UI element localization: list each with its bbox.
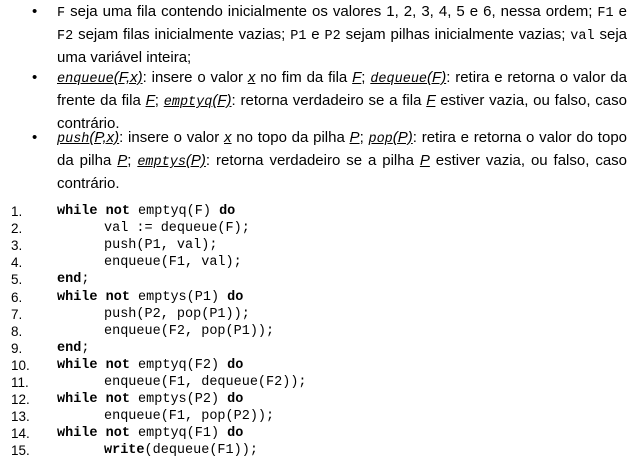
line-number: 3. <box>11 238 23 254</box>
bullet-initial-state <box>32 1 627 68</box>
bullet-text-run: emptys <box>137 155 186 170</box>
bullet-text-run: dequeue <box>370 72 428 87</box>
code-text <box>57 425 243 442</box>
bullet-text-run: (P) <box>185 152 206 169</box>
bullet-text-run: (F,x) <box>113 69 143 86</box>
code-keyword: end <box>57 340 82 356</box>
bullet-text-run: F1 <box>597 6 614 21</box>
code-keyword: not <box>105 392 130 408</box>
bullet-dot: • <box>32 69 38 86</box>
code-text <box>104 306 250 323</box>
code-keyword: not <box>105 426 130 442</box>
bullet-text-run: P2 <box>324 29 341 44</box>
bullet-text-run: F <box>426 92 436 109</box>
line-number: 9. <box>11 340 23 356</box>
code-keyword: not <box>105 289 130 305</box>
line-number: 10. <box>11 357 30 373</box>
code-keyword: while <box>57 392 98 408</box>
bullet-text-run: F2 <box>57 29 74 44</box>
bullet-text-run: sejam pilhas inicialmente vazias; <box>340 26 571 43</box>
bullet-text-run: no topo da pilha <box>231 129 350 146</box>
line-number: 5. <box>11 272 23 288</box>
code-keyword: do <box>219 204 236 219</box>
bullet-text-run: x <box>224 129 232 146</box>
code-text <box>104 237 217 254</box>
bullet-text <box>57 69 627 132</box>
bullet-stack-ops <box>32 127 627 194</box>
code-keyword: not <box>105 204 130 219</box>
code-token: enqueue(F1, dequeue(F2)); <box>104 375 307 390</box>
code-token: val := dequeue(F); <box>104 221 250 237</box>
code-keyword: do <box>227 426 244 442</box>
code-keyword: while <box>57 289 98 305</box>
code-token <box>98 392 106 407</box>
code-keyword: while <box>57 357 98 373</box>
bullet-text-run: F <box>352 69 362 86</box>
code-token: emptys(P2) <box>129 392 228 408</box>
code-text <box>104 374 307 391</box>
code-token: (dequeue(F1)); <box>144 443 258 459</box>
bullet-text-run: seja uma variável inteira; <box>57 26 627 66</box>
line-number: 13. <box>11 409 30 425</box>
bullet-text-run: : retorna verdadeiro se a pilha <box>205 152 420 169</box>
bullet-text-run: (P,x) <box>89 129 120 146</box>
bullet-text-run: (F) <box>427 69 447 86</box>
code-text <box>57 391 243 408</box>
code-token: ; <box>81 272 90 288</box>
bullet-text-run: P <box>349 129 360 146</box>
code-token: emptyq(F1) <box>129 426 228 442</box>
code-keyword: do <box>227 357 244 373</box>
bullet-text-run: estiver vazia, ou falso, caso contrário. <box>57 152 627 192</box>
bullet-text-run: P1 <box>290 29 307 44</box>
bullet-text-run: (F) <box>212 92 232 109</box>
code-keyword: end <box>57 272 82 288</box>
code-text <box>57 203 235 220</box>
bullet-text-run: : insere o valor <box>119 129 225 146</box>
code-token: push(P1, val); <box>104 238 218 254</box>
bullet-text-run: enqueue <box>57 72 114 87</box>
code-keyword: not <box>105 357 130 373</box>
code-keyword: while <box>57 204 98 219</box>
bullet-text-run: F <box>57 6 66 21</box>
bullet-text-run: sejam filas inicialmente vazias; <box>73 26 291 43</box>
bullet-text-run: : retira e retorna o valor da frente da fila <box>57 69 627 109</box>
code-keyword: write <box>104 443 145 459</box>
bullet-text-run: estiver vazia, ou falso, caso contrário. <box>57 92 627 132</box>
bullet-text-run: emptyq <box>163 95 213 110</box>
line-number: 4. <box>11 255 23 271</box>
bullet-text-run: ; <box>361 69 371 86</box>
line-number: 8. <box>11 323 23 339</box>
code-text <box>104 254 242 271</box>
code-text <box>57 271 89 288</box>
code-text <box>104 408 274 425</box>
code-token: ; <box>81 340 90 356</box>
bullet-text-run: push <box>57 132 90 147</box>
bullet-text-run: ; <box>154 92 164 109</box>
code-text <box>104 323 274 340</box>
bullet-text-run: x <box>247 69 256 86</box>
code-keyword: do <box>227 392 244 408</box>
line-number: 1. <box>11 204 23 219</box>
bullet-text-run: e <box>306 26 325 43</box>
line-number: 7. <box>11 306 23 322</box>
bullet-text <box>57 3 627 66</box>
code-keyword: while <box>57 426 98 442</box>
code-token: enqueue(F1, val); <box>104 255 242 271</box>
code-text <box>57 289 243 306</box>
bullet-dot: • <box>32 129 38 146</box>
bullet-text-run: : retorna verdadeiro se a fila <box>231 92 427 109</box>
bullet-text-run: P <box>117 152 128 169</box>
line-number: 2. <box>11 221 23 237</box>
code-token <box>98 426 106 441</box>
code-token: enqueue(F2, pop(P1)); <box>104 323 275 339</box>
bullet-queue-ops <box>32 67 627 134</box>
bullet-text-run: (P) <box>392 129 413 146</box>
bullet-text-run: no fim da fila <box>255 69 353 86</box>
code-token: emptyq(F) <box>129 204 220 219</box>
line-number: 11. <box>11 375 29 390</box>
bullet-text-run: ; <box>359 129 369 146</box>
bullet-text-run: F <box>145 92 155 109</box>
line-number: 12. <box>11 392 30 408</box>
code-text <box>104 442 258 459</box>
bullet-text <box>57 129 627 192</box>
code-text <box>57 357 243 374</box>
bullet-text-run: : insere o valor <box>142 69 248 86</box>
code-text <box>104 220 250 237</box>
bullet-dot: • <box>32 3 38 20</box>
code-token: emptys(P1) <box>129 289 228 305</box>
bullet-text-run: seja uma fila contendo inicialmente os valores 1, 2, 3, 4, 5 e 6, nessa ordem; <box>65 3 598 20</box>
code-keyword: do <box>227 289 244 305</box>
code-token: enqueue(F1, pop(P2)); <box>104 409 275 425</box>
line-number: 15. <box>11 443 30 459</box>
line-number: 6. <box>11 289 23 305</box>
line-number: 14. <box>11 426 30 442</box>
bullet-text-run: val <box>570 29 595 44</box>
code-token: push(P2, pop(P1)); <box>104 306 250 322</box>
code-token <box>98 204 106 219</box>
code-token <box>98 358 106 373</box>
bullet-text-run: pop <box>368 132 393 147</box>
bullet-text-run: P <box>419 152 430 169</box>
bullet-text-run: ; <box>127 152 138 169</box>
bullet-text-run: : retira e retorna o valor do topo da pilha <box>57 129 627 169</box>
bullet-text-run: e <box>613 3 627 20</box>
code-token: emptyq(F2) <box>129 357 228 373</box>
code-text <box>57 340 89 357</box>
code-token <box>98 290 106 305</box>
